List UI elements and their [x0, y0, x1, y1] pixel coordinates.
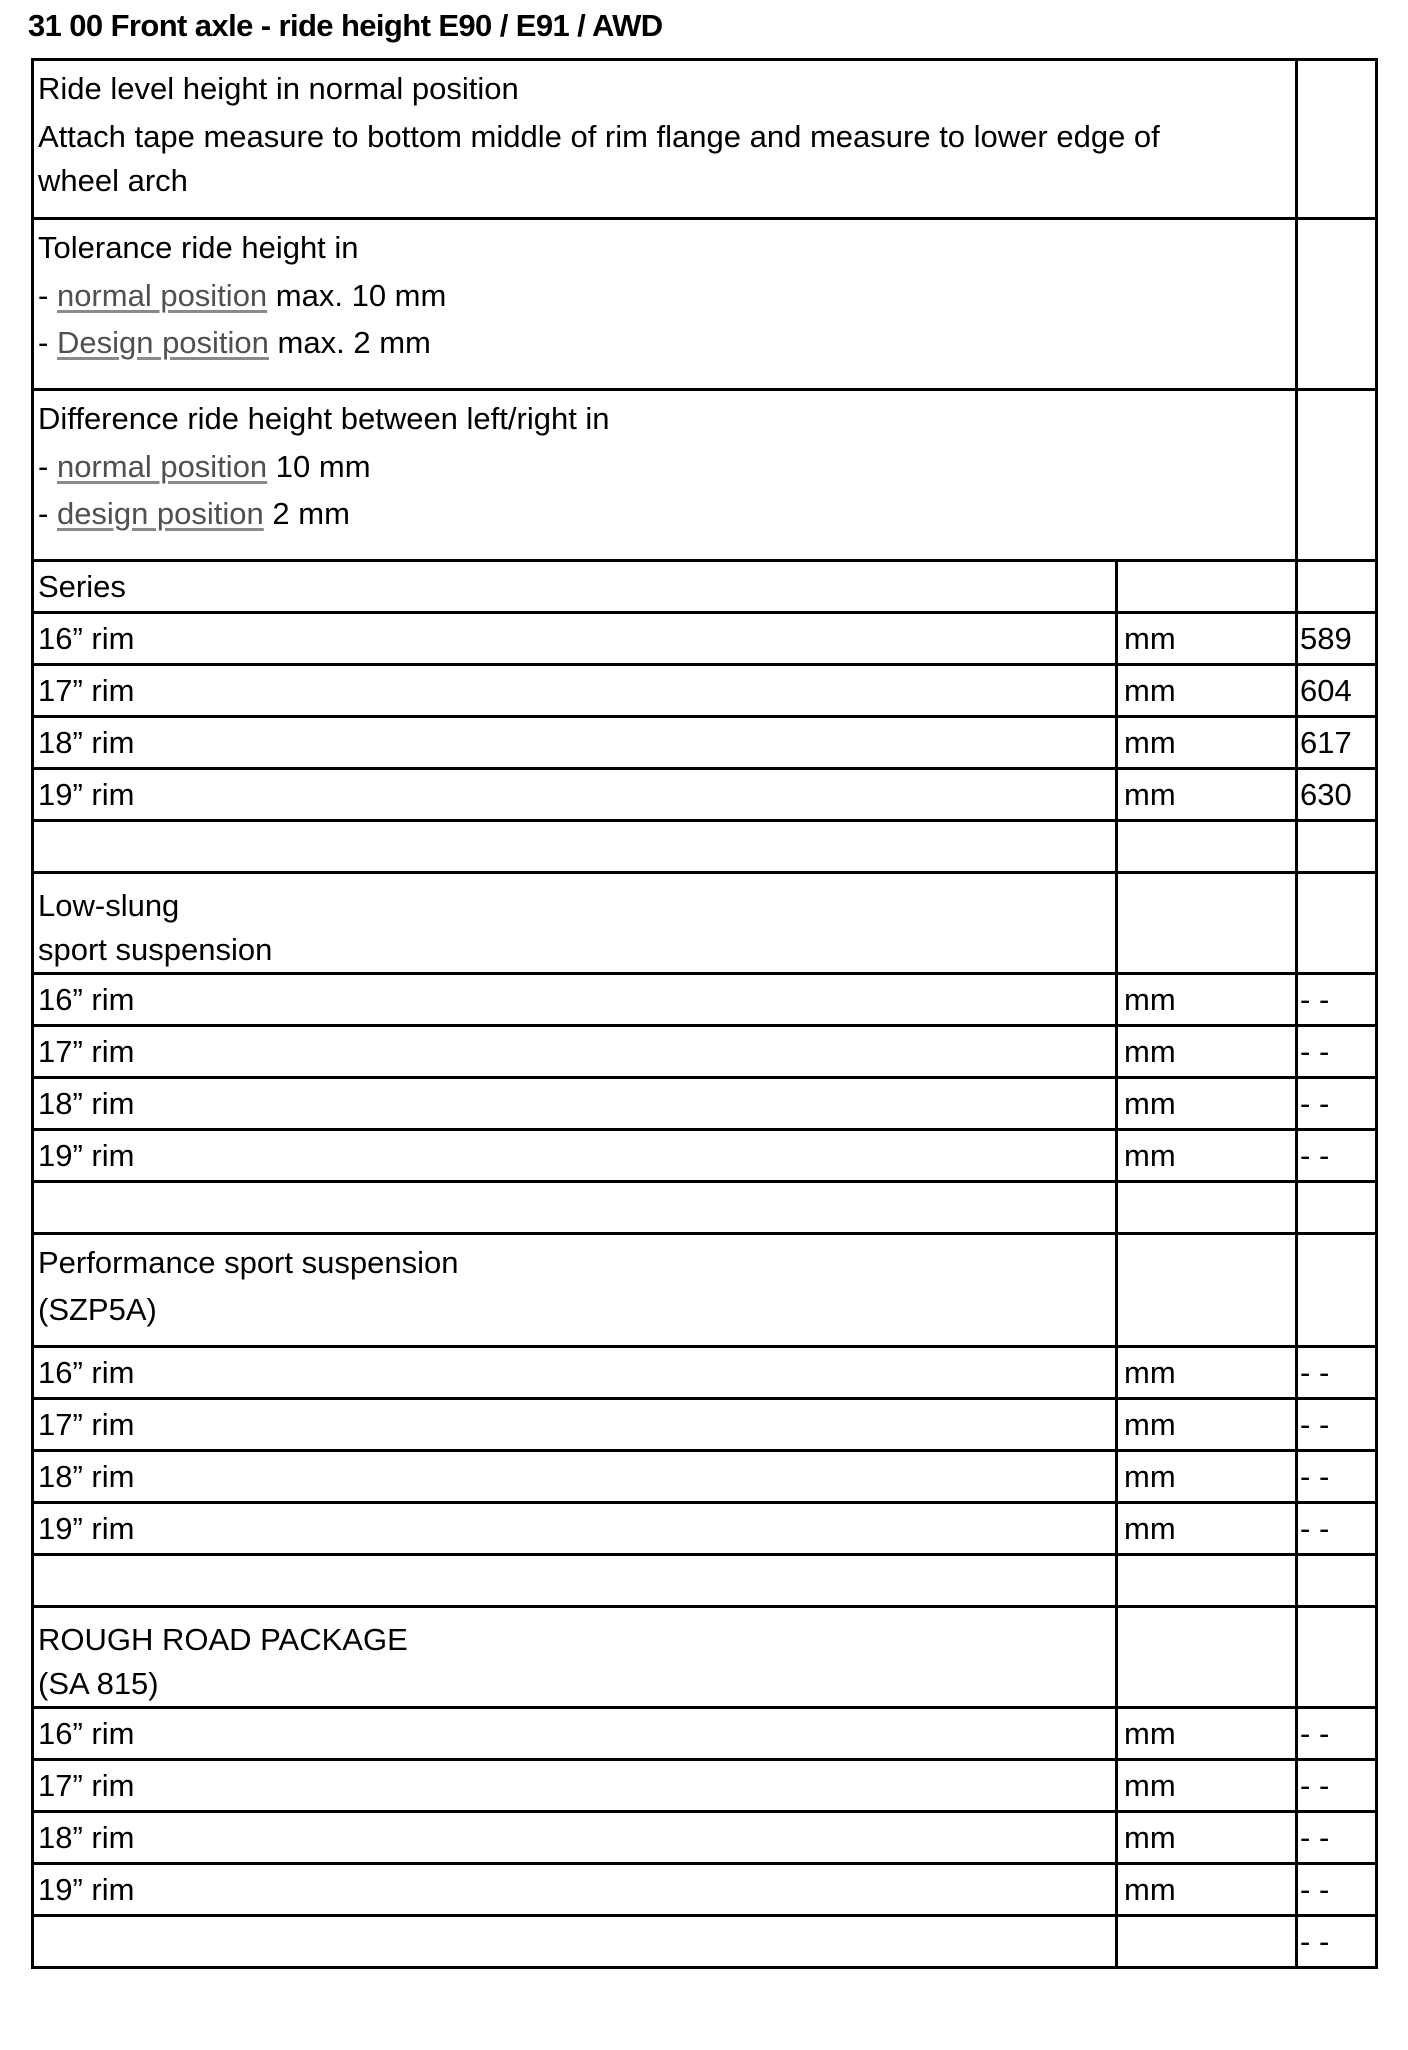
- table-row: [33, 1026, 1377, 1078]
- empty-cell: [1117, 821, 1297, 873]
- empty-value-cell: [1297, 60, 1377, 219]
- attach-instruction-line1: Attach tape measure to bottom middle of rim flange and measure to lower edge of: [38, 119, 1160, 154]
- table-row: [33, 1451, 1377, 1503]
- dash: -: [38, 496, 49, 531]
- rim-size: 17” rim: [33, 1760, 1117, 1812]
- height-value: - -: [1297, 1078, 1377, 1130]
- rim-size: 16” rim: [33, 613, 1117, 665]
- empty-cell: [33, 1916, 1117, 1968]
- rim-size: 19” rim: [33, 1864, 1117, 1916]
- series-label: Series: [33, 561, 1117, 613]
- tolerance-heading: Tolerance ride height in: [38, 230, 359, 265]
- performance-header-row: [33, 1234, 1377, 1347]
- table-row: [33, 717, 1377, 769]
- height-value: - -: [1297, 1708, 1377, 1760]
- tolerance-normal-line: [38, 274, 1295, 318]
- dash: -: [38, 278, 49, 313]
- empty-value-cell: [1297, 390, 1377, 561]
- ride-level-text: Ride level height in normal position: [38, 71, 519, 106]
- intro-row: [33, 60, 1377, 219]
- height-value: - -: [1297, 1864, 1377, 1916]
- dash: -: [38, 325, 49, 360]
- empty-value-cell: [1297, 1234, 1377, 1347]
- tolerance-row: [33, 219, 1377, 390]
- empty-cell: [1297, 1182, 1377, 1234]
- height-value: - -: [1297, 1026, 1377, 1078]
- rough-road-label: [33, 1607, 1117, 1708]
- performance-label: [33, 1234, 1117, 1347]
- empty-value-cell: [1297, 219, 1377, 390]
- performance-label-line1: Performance sport suspension: [38, 1245, 459, 1280]
- ride-height-table: [31, 58, 1378, 1969]
- empty-unit-cell: [1117, 873, 1297, 974]
- height-value: 604: [1297, 665, 1377, 717]
- unit: mm: [1117, 1503, 1297, 1555]
- rim-size: 19” rim: [33, 1130, 1117, 1182]
- unit: mm: [1117, 665, 1297, 717]
- rim-size: 19” rim: [33, 769, 1117, 821]
- table-row: [33, 1347, 1377, 1399]
- height-value: - -: [1297, 1760, 1377, 1812]
- rim-size: 18” rim: [33, 1812, 1117, 1864]
- height-value: 630: [1297, 769, 1377, 821]
- unit: mm: [1117, 769, 1297, 821]
- empty-cell: [33, 821, 1117, 873]
- series-header-row: [33, 561, 1377, 613]
- page-title: 31 00 Front axle - ride height E90 / E91 / AWD: [28, 8, 663, 43]
- low-slung-header-row: [33, 873, 1377, 974]
- table-row: [33, 974, 1377, 1026]
- empty-unit-cell: [1117, 1234, 1297, 1347]
- table-row: [33, 1760, 1377, 1812]
- unit: mm: [1117, 1864, 1297, 1916]
- empty-unit-cell: [1117, 561, 1297, 613]
- difference-cell: [33, 390, 1297, 561]
- blank-row: [33, 821, 1377, 873]
- difference-heading: Difference ride height between left/right in: [38, 401, 610, 436]
- height-value: - -: [1297, 1399, 1377, 1451]
- unit: mm: [1117, 974, 1297, 1026]
- table-row: [33, 613, 1377, 665]
- tolerance-design-value: max. 2 mm: [277, 325, 431, 360]
- height-value: - -: [1297, 1347, 1377, 1399]
- performance-label-line2: (SZP5A): [38, 1292, 157, 1327]
- difference-design-line: [38, 492, 1295, 536]
- empty-cell: [1117, 1916, 1297, 1968]
- table-row: [33, 1078, 1377, 1130]
- attach-instruction-line2: wheel arch: [38, 163, 188, 198]
- unit: mm: [1117, 1347, 1297, 1399]
- empty-value-cell: [1297, 561, 1377, 613]
- difference-row: [33, 390, 1377, 561]
- normal-position-link[interactable]: normal position: [56, 278, 268, 313]
- low-slung-label-line1: Low-slung: [38, 888, 180, 923]
- height-value: - -: [1297, 1503, 1377, 1555]
- low-slung-label-line2: sport suspension: [38, 932, 273, 967]
- unit: mm: [1117, 717, 1297, 769]
- unit: mm: [1117, 1078, 1297, 1130]
- empty-cell: [1117, 1182, 1297, 1234]
- rim-size: 17” rim: [33, 1399, 1117, 1451]
- rim-size: 19” rim: [33, 1503, 1117, 1555]
- rim-size: 17” rim: [33, 1026, 1117, 1078]
- table-row: [33, 1503, 1377, 1555]
- empty-cell: [1297, 821, 1377, 873]
- empty-value-cell: [1297, 1607, 1377, 1708]
- dash: -: [38, 449, 49, 484]
- rim-size: 16” rim: [33, 974, 1117, 1026]
- rim-size: 18” rim: [33, 1451, 1117, 1503]
- unit: mm: [1117, 1760, 1297, 1812]
- height-value: - -: [1297, 974, 1377, 1026]
- table-row: [33, 769, 1377, 821]
- design-position-link[interactable]: design position: [56, 496, 264, 531]
- height-value: - -: [1297, 1451, 1377, 1503]
- height-value: - -: [1297, 1812, 1377, 1864]
- tolerance-normal-value: max. 10 mm: [275, 278, 447, 313]
- height-value: - -: [1297, 1130, 1377, 1182]
- rough-road-header-row: [33, 1607, 1377, 1708]
- rim-size: 17” rim: [33, 665, 1117, 717]
- empty-cell: [1297, 1555, 1377, 1607]
- height-value: - -: [1297, 1916, 1377, 1968]
- empty-cell: [1117, 1555, 1297, 1607]
- blank-row: [33, 1555, 1377, 1607]
- final-row: [33, 1916, 1377, 1968]
- height-value: 589: [1297, 613, 1377, 665]
- normal-position-link[interactable]: normal position: [56, 449, 268, 484]
- difference-normal-value: 10 mm: [275, 449, 371, 484]
- low-slung-label: [33, 873, 1117, 974]
- unit: mm: [1117, 1708, 1297, 1760]
- empty-cell: [33, 1555, 1117, 1607]
- unit: mm: [1117, 613, 1297, 665]
- table-row: [33, 1399, 1377, 1451]
- table-row: [33, 1708, 1377, 1760]
- unit: mm: [1117, 1812, 1297, 1864]
- intro-cell: [33, 60, 1297, 219]
- unit: mm: [1117, 1451, 1297, 1503]
- rim-size: 18” rim: [33, 1078, 1117, 1130]
- empty-unit-cell: [1117, 1607, 1297, 1708]
- table-row: [33, 1864, 1377, 1916]
- table-row: [33, 1812, 1377, 1864]
- rough-road-label-line2: (SA 815): [38, 1666, 159, 1701]
- tolerance-design-line: [38, 321, 1295, 365]
- empty-cell: [33, 1182, 1117, 1234]
- unit: mm: [1117, 1130, 1297, 1182]
- rough-road-label-line1: ROUGH ROAD PACKAGE: [38, 1622, 408, 1657]
- table-row: [33, 665, 1377, 717]
- rim-size: 16” rim: [33, 1347, 1117, 1399]
- design-position-link[interactable]: Design position: [56, 325, 269, 360]
- difference-design-value: 2 mm: [272, 496, 350, 531]
- height-value: 617: [1297, 717, 1377, 769]
- unit: mm: [1117, 1399, 1297, 1451]
- unit: mm: [1117, 1026, 1297, 1078]
- tolerance-cell: [33, 219, 1297, 390]
- rim-size: 18” rim: [33, 717, 1117, 769]
- rim-size: 16” rim: [33, 1708, 1117, 1760]
- empty-value-cell: [1297, 873, 1377, 974]
- blank-row: [33, 1182, 1377, 1234]
- table-row: [33, 1130, 1377, 1182]
- difference-normal-line: [38, 445, 1295, 489]
